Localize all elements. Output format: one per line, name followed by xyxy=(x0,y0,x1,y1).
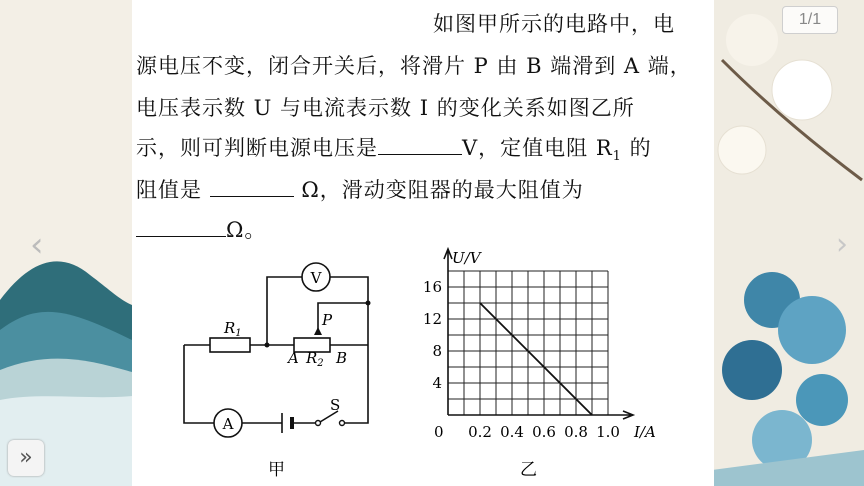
ui-graph xyxy=(410,245,660,483)
resistor-r1 xyxy=(210,338,250,352)
problem-line-6 xyxy=(136,214,266,244)
answer-blank-r1[interactable] xyxy=(210,178,294,197)
origin-label: 0 xyxy=(434,423,444,441)
previous-page-icon[interactable]: ‹ xyxy=(30,225,44,265)
end-b-label: B xyxy=(336,349,348,367)
x-tick-label: 0.8 xyxy=(564,423,588,441)
y-tick-label: 16 xyxy=(422,278,442,296)
landscape-decoration xyxy=(0,0,132,486)
chart-series xyxy=(480,303,592,415)
chart-axes xyxy=(444,249,633,419)
circuit-caption: 甲 xyxy=(268,460,285,480)
chart-tick-labels xyxy=(423,278,620,441)
chart-caption: 乙 xyxy=(520,460,537,480)
y-tick-label: 4 xyxy=(432,374,442,392)
x-tick-label: 0.2 xyxy=(468,423,492,441)
r2-label: $R_2$ xyxy=(306,349,324,369)
y-axis xyxy=(444,249,452,415)
y-tick-label: 12 xyxy=(422,310,442,328)
problem-line-4-subscript: 1 xyxy=(612,149,622,165)
slider-arrow-icon[interactable] xyxy=(314,327,322,335)
problem-line-4-text-b: V，定值电阻 R xyxy=(462,136,613,160)
problem-line-5-text-a: 阻值是 xyxy=(136,178,202,202)
x-tick-label: 1.0 xyxy=(596,423,620,441)
problem-line-4 xyxy=(136,132,652,164)
y-axis-label: U/V xyxy=(452,249,481,267)
slider-label: P xyxy=(322,311,333,329)
problem-line-5-text-b: Ω，滑动变阻器的最大阻值为 xyxy=(301,178,584,202)
voltmeter-label: V xyxy=(310,269,322,287)
ammeter-label: A xyxy=(222,415,234,433)
chart-grid xyxy=(448,271,608,415)
problem-line-5 xyxy=(136,174,584,204)
problem-line-2: 源电压不变，闭合开关后，将滑片 P 由 B 端滑到 A 端， xyxy=(136,54,692,78)
switch-label: S xyxy=(330,396,341,414)
next-page-icon[interactable]: › xyxy=(836,227,848,262)
page-indicator: 1/1 xyxy=(782,6,838,34)
problem-line-1: 如图甲所示的电路中，电 xyxy=(433,12,675,36)
x-axis-label: I/A xyxy=(634,423,656,441)
x-axis xyxy=(448,411,633,419)
problem-line-3: 电压表示数 U 与电流表示数 I 的变化关系如图乙所 xyxy=(136,96,635,120)
problem-line-4-text-a: 示，则可判断电源电压是 xyxy=(136,136,378,160)
circuit-diagram xyxy=(170,255,390,485)
x-tick-label: 0.4 xyxy=(500,423,524,441)
answer-blank-voltage[interactable] xyxy=(378,136,462,155)
problem-line-6-text: Ω。 xyxy=(226,218,267,242)
x-tick-label: 0.6 xyxy=(532,423,556,441)
r1-label: $R_1$ xyxy=(224,319,242,339)
problem-line-4-text-d: 的 xyxy=(629,136,652,160)
expand-panel-button[interactable]: » xyxy=(8,440,44,476)
answer-blank-r2-max[interactable] xyxy=(136,218,226,237)
end-a-label: A xyxy=(288,349,299,367)
y-tick-label: 8 xyxy=(432,342,442,360)
series-line xyxy=(480,303,592,415)
